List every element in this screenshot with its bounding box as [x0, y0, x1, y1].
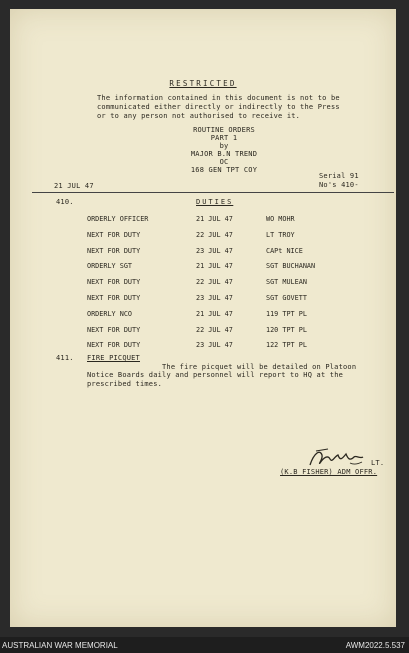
section-411-line-3: prescribed times.	[87, 380, 163, 388]
title-part: PART 1	[210, 134, 238, 142]
table-row	[87, 294, 377, 304]
duty-role: NEXT FOR DUTY	[87, 294, 141, 302]
duty-assignee: LT TROY	[266, 230, 295, 239]
duty-date: 23 JUL 47	[196, 294, 233, 302]
duty-date: 23 JUL 47	[196, 246, 233, 255]
duty-date: 22 JUL 47	[196, 325, 233, 334]
document-page	[10, 9, 396, 627]
duty-date: 23 JUL 47	[196, 341, 233, 350]
table-row	[87, 278, 377, 288]
table-row	[87, 326, 377, 336]
serial-number: Serial 91	[319, 172, 359, 180]
table-row	[87, 341, 377, 351]
duty-date: 22 JUL 47	[196, 230, 233, 239]
footer-bar	[0, 637, 409, 653]
signature-rank: LT.	[371, 459, 385, 467]
title-oc: OC	[219, 158, 229, 166]
duty-role: NEXT FOR DUTY	[87, 246, 141, 255]
table-row	[87, 262, 377, 272]
duty-assignee: 122 TPT PL	[266, 341, 307, 350]
signature-block: (K.B FISHER) ADM OFFR.	[280, 468, 378, 476]
divider-line	[32, 192, 394, 193]
duty-role: NEXT FOR DUTY	[87, 278, 141, 287]
duties-heading: DUTIES	[196, 198, 234, 206]
table-row	[87, 215, 377, 225]
duty-assignee: SGT BUCHANAN	[266, 262, 316, 271]
duty-assignee: SGT GOVETT	[266, 294, 307, 302]
duty-date: 21 JUL 47	[196, 262, 233, 271]
duty-assignee: SGT MULEAN	[266, 278, 307, 287]
duty-assignee: 119 TPT PL	[266, 309, 307, 318]
order-numbers: No's 410-	[319, 181, 359, 189]
notice-line-3: or to any person not authorised to receive it.	[97, 112, 301, 120]
footer-source: AUSTRALIAN WAR MEMORIAL	[2, 641, 118, 650]
title-officer: MAJOR B.N TREND	[190, 150, 258, 158]
duty-date: 22 JUL 47	[196, 278, 233, 287]
section-411-number: 411.	[56, 354, 74, 362]
title-unit: 168 GEN TPT COY	[190, 166, 258, 174]
notice-line-1: The information contained in this document is not to be	[97, 94, 340, 102]
duty-assignee: CAPt NICE	[266, 246, 303, 255]
duty-role: ORDERLY SGT	[87, 262, 133, 271]
section-410-number: 410.	[56, 198, 74, 206]
title-routine-orders: ROUTINE ORDERS	[193, 126, 255, 134]
duty-role: ORDERLY OFFICER	[87, 215, 149, 223]
section-411-line-1: The fire picquet will be detailed on Platoon	[162, 363, 357, 371]
table-row	[87, 231, 377, 241]
restricted-heading: RESTRICTED	[169, 79, 237, 88]
duty-role: NEXT FOR DUTY	[87, 325, 141, 334]
table-row	[87, 310, 377, 320]
duty-date: 21 JUL 47	[196, 215, 233, 223]
document-date: 21 JUL 47	[54, 182, 94, 190]
table-row	[87, 247, 377, 257]
section-411-line-2: Notice Boards daily and personnel will report to HQ at the	[87, 371, 344, 379]
fire-picquet-heading: FIRE PICQUET	[87, 354, 140, 362]
footer-accession-number: AWM2022.5.537	[345, 641, 405, 650]
duty-role: NEXT FOR DUTY	[87, 230, 141, 239]
duty-assignee: 120 TPT PL	[266, 325, 307, 334]
duty-assignee: WO MOHR	[266, 215, 295, 223]
duty-date: 21 JUL 47	[196, 309, 233, 318]
title-by: by	[219, 142, 229, 150]
notice-line-2: communicated either directly or indirectly to the Press	[97, 103, 340, 111]
duty-role: NEXT FOR DUTY	[87, 341, 141, 350]
duty-role: ORDERLY NCO	[87, 309, 133, 318]
